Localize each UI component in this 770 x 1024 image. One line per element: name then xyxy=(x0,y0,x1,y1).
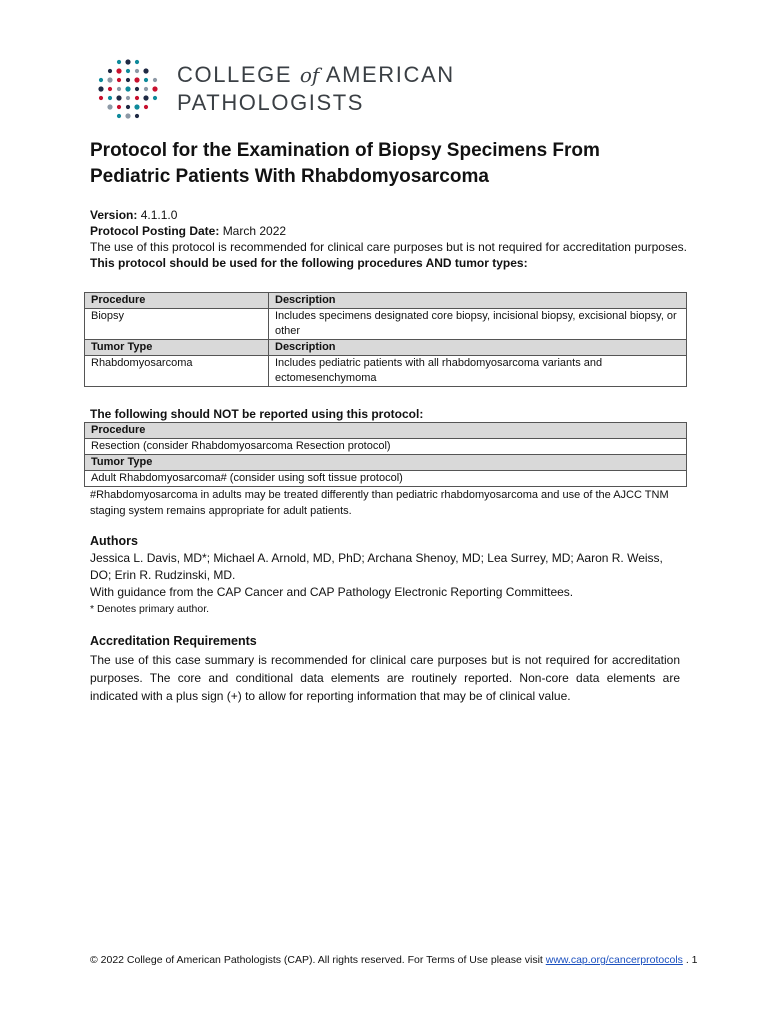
cap-logo xyxy=(95,56,475,122)
logo-dot xyxy=(126,105,130,109)
logo-line-2: PATHOLOGISTS xyxy=(177,90,365,115)
logo-dot xyxy=(135,69,139,73)
used-for-heading: This protocol should be used for the following procedures AND tumor types: xyxy=(90,256,528,270)
logo-dot xyxy=(125,86,130,91)
table-row xyxy=(85,423,687,439)
logo-dot xyxy=(144,78,148,82)
accreditation-text: The use of this case summary is recommended for clinical care purposes but is not required for accreditation purposes. The core and conditional data elements are routinely reported. Non-core data elements are indicated with a plus sign (+) to allow for reporting information that may be of clinical value. xyxy=(90,653,680,703)
logo-dot xyxy=(135,87,139,91)
cancer-protocols-link[interactable]: www.cap.org/cancerprotocols xyxy=(545,954,683,966)
posting-date-label: Protocol Posting Date: xyxy=(90,224,220,238)
procedure-cell: Biopsy xyxy=(85,309,269,340)
not-reported-heading: The following should NOT be reported using this protocol: xyxy=(90,407,424,421)
table-row xyxy=(85,455,687,471)
posting-date-line xyxy=(90,223,690,239)
procedure-description-cell: Includes specimens designated core biopsy, incisional biopsy, excisional biopsy, or other xyxy=(269,309,687,340)
logo-dot xyxy=(143,68,148,73)
posting-date-value: March 2022 xyxy=(222,224,287,238)
adult-footnote: #Rhabdomyosarcoma in adults may be treated differently than pediatric rhabdomyosarcoma and use of the AJCC TNM staging system remains appropriate for adult patients. xyxy=(90,489,669,517)
logo-dot xyxy=(108,96,112,100)
logo-dot xyxy=(134,77,139,82)
logo-dot xyxy=(99,96,103,100)
authors-block xyxy=(90,550,680,618)
logo-dot xyxy=(117,105,121,109)
logo-dot xyxy=(116,68,121,73)
logo-word-college: COLLEGE xyxy=(177,62,293,87)
logo-dot xyxy=(144,105,148,109)
table-row xyxy=(85,309,687,340)
title-line-1: Protocol for the Examination of Biopsy Specimens From xyxy=(90,140,600,161)
version-value: 4.1.1.0 xyxy=(140,208,178,222)
not-reported-tumor-cell: Adult Rhabdomyosarcoma# (consider using soft tissue protocol) xyxy=(85,471,687,487)
logo-dot xyxy=(126,69,130,73)
version-line xyxy=(90,207,690,223)
page-footer xyxy=(90,953,698,967)
logo-dot xyxy=(144,87,148,91)
logo-dot xyxy=(117,78,121,82)
logo-dot xyxy=(117,87,121,91)
version-label: Version: xyxy=(90,208,138,222)
title-line-2: Pediatric Patients With Rhabdomyosarcoma xyxy=(90,166,489,187)
not-reported-table xyxy=(84,422,687,487)
page-title xyxy=(90,138,690,190)
logo-dot xyxy=(98,86,103,91)
logo-line-1 xyxy=(177,64,455,86)
logo-dot xyxy=(108,69,112,73)
tumor-description-header: Description xyxy=(269,340,687,356)
table-row xyxy=(85,439,687,455)
logo-dot xyxy=(153,78,157,82)
logo-dot xyxy=(135,96,139,100)
tumor-type-header: Tumor Type xyxy=(85,340,269,356)
logo-dot xyxy=(153,96,157,100)
logo-dot xyxy=(126,96,130,100)
not-reported-procedure-cell: Resection (consider Rhabdomyosarcoma Resection protocol) xyxy=(85,439,687,455)
logo-dot xyxy=(107,104,112,109)
logo-dot xyxy=(125,113,130,118)
accreditation-heading: Accreditation Requirements xyxy=(90,634,257,648)
table-row xyxy=(85,356,687,387)
procedure-description-header: Description xyxy=(269,293,687,309)
author-guidance: With guidance from the CAP Cancer and CAP Pathology Electronic Reporting Committees. xyxy=(90,585,574,599)
author-names: Jessica L. Davis, MD*; Michael A. Arnold, MD, PhD; Archana Shenoy, MD; Lea Surrey, MD; Aaron R. Weiss, DO; Erin R. Rudzinski, MD. xyxy=(90,551,663,582)
authors-heading: Authors xyxy=(90,534,138,548)
procedure-header: Procedure xyxy=(85,293,269,309)
used-for-table xyxy=(84,292,687,387)
logo-dot xyxy=(108,87,112,91)
logo-dot xyxy=(107,77,112,82)
copyright-text: © 2022 College of American Pathologists (CAP). All rights reserved. For Terms of Use please visit xyxy=(90,954,543,966)
not-reported-tumor-header: Tumor Type xyxy=(85,455,687,471)
usage-text: The use of this protocol is recommended for clinical care purposes but is not required for accreditation purposes. xyxy=(90,240,687,254)
logo-dot xyxy=(125,59,130,64)
logo-dot xyxy=(117,60,121,64)
logo-dot xyxy=(135,114,139,118)
logo-dot xyxy=(126,78,130,82)
logo-word-american: AMERICAN xyxy=(325,62,455,87)
tumor-description-cell: Includes pediatric patients with all rhabdomyosarcoma variants and ectomesenchymoma xyxy=(269,356,687,387)
table-row xyxy=(85,293,687,309)
cap-logo-dots-icon xyxy=(95,56,161,122)
page-number: . 1 xyxy=(685,954,698,966)
logo-dot xyxy=(99,78,103,82)
tumor-type-cell: Rhabdomyosarcoma xyxy=(85,356,269,387)
logo-dot xyxy=(152,86,157,91)
logo-dot xyxy=(143,95,148,100)
logo-dot xyxy=(135,60,139,64)
not-reported-procedure-header: Procedure xyxy=(85,423,687,439)
primary-author-note: * Denotes primary author. xyxy=(90,603,210,615)
protocol-meta xyxy=(90,207,690,271)
logo-dot xyxy=(116,95,121,100)
logo-word-of: of xyxy=(299,63,320,87)
logo-dot xyxy=(134,104,139,109)
table-row xyxy=(85,471,687,487)
table-row xyxy=(85,340,687,356)
logo-dot xyxy=(117,114,121,118)
